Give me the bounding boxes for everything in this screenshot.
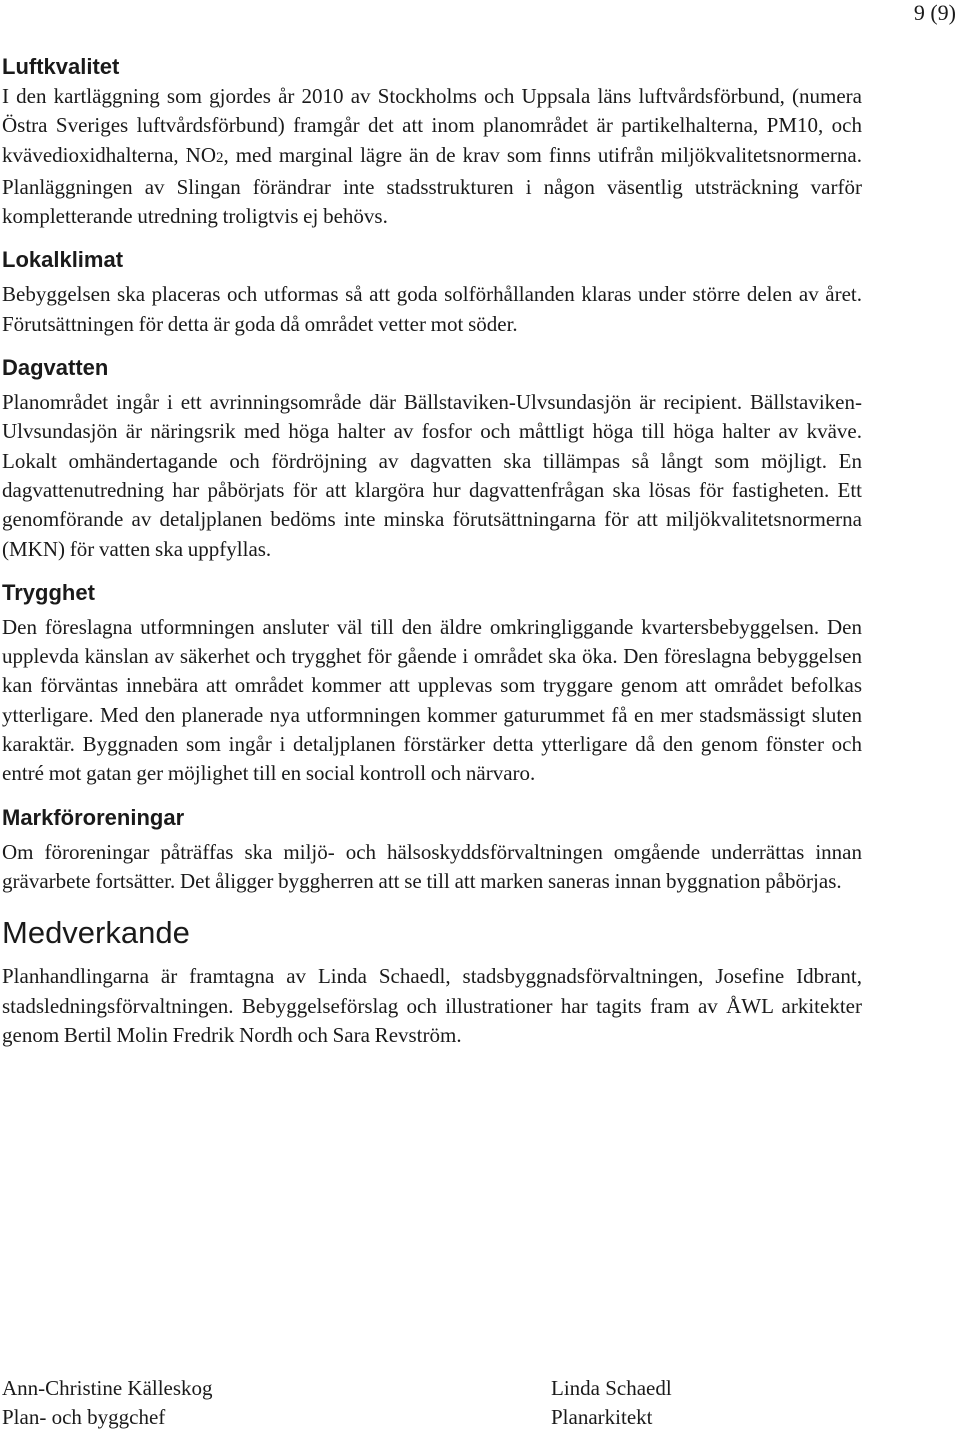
- paragraph-trygghet: Den föreslagna utformningen ansluter väl till den äldre omkringliggande kvartersbebyggelsen. Den upplevda känslan av säkerhet och trygghet för gående i området ska öka. Den föreslagna bebyggelsen kan förväntas innebära att området kommer att upplevas som tryggare genom att området befolkas ytterligare. Med den planerade nya utformningen kommer gaturummet få en mer stadsmässigt sluten karaktär. Byggnaden som ingår i detaljplanen förstärker detta ytterligare då den genom fönster och entré mot gatan ger möjlighet till en social kontroll och närvaro.: [2, 614, 862, 786]
- signature-right-name: Linda Schaedl: [551, 1376, 672, 1400]
- paragraph-luftkvalitet-subscript: 2: [216, 149, 224, 166]
- section-heading-medverkande: Medverkande: [2, 915, 190, 951]
- page-number: 9 (9): [913, 0, 956, 25]
- paragraph-markfororeningar: Om föroreningar påträffas ska miljö- och hälsoskyddsförvaltningen omgående underrättas innan grävarbete fortsätter. Det åligger byggherren att se till att marken saneras innan byggnation påbörjas.: [2, 839, 862, 893]
- signature-left-title: Plan- och byggchef: [2, 1405, 166, 1429]
- section-heading-markfororeningar: Markföroreningar: [2, 804, 185, 830]
- signature-right: [551, 1374, 672, 1432]
- paragraph-dagvatten: Planområdet ingår i ett avrinningsområde där Bällstaviken-Ulvsundasjön är recipient. Bällstaviken-Ulvsundasjön är näringsrik med höga halter av fosfor och måttligt höga till höga halter av kväve. Lokalt omhändertagande och fördröjning av dagvatten ska tillämpas så långt som möjligt. En dagvattenutredning har påbörjats för att klargöra hur dagvattenfrågan ska lösas för fastigheten. Ett genomförande av detaljplanen bedöms inte minska förutsättningarna för att miljökvalitetsnormerna (MKN) för vatten ska uppfyllas.: [2, 390, 862, 561]
- section-heading-trygghet: Trygghet: [2, 579, 95, 605]
- section-heading-lokalklimat: Lokalklimat: [2, 247, 124, 273]
- signature-left-name: Ann-Christine Källeskog: [2, 1376, 213, 1400]
- signature-left: [2, 1374, 213, 1432]
- section-heading-dagvatten: Dagvatten: [2, 355, 109, 381]
- paragraph-medverkande: Planhandlingarna är framtagna av Linda Schaedl, stadsbyggnadsförvaltningen, Josefine Idbrant, stadsledningsförvaltningen. Bebyggelseförslag och illustrationer har tagits fram av ÅWL arkitekter genom Bertil Molin Fredrik Nordh och Sara Revström.: [2, 964, 862, 1047]
- document-body: [2, 52, 862, 1050]
- section-heading-luftkvalitet: Luftkvalitet: [2, 54, 120, 79]
- paragraph-luftkvalitet-part1: I den kartläggning som gjordes år 2010 av Stockholms och Uppsala läns luftvårdsförbund, (numera Östra Sveriges luftvårdsförbund) framgår det att inom planområdet är partikelhalterna, PM10, och kvävedioxidhalterna, NO: [2, 84, 862, 167]
- signature-right-title: Planarkitekt: [551, 1405, 653, 1429]
- paragraph-luftkvalitet: [2, 82, 862, 231]
- paragraph-luftkvalitet-part2: , med marginal lägre än de krav som finns utifrån miljökvalitetsnormerna. Planläggningen av Slingan förändrar inte stadsstrukturen i någon väsentlig utsträckning varför kompletterande utredning troligtvis ej behövs.: [2, 142, 862, 229]
- paragraph-lokalklimat: Bebyggelsen ska placeras och utformas så att goda solförhållanden klaras under större delen av året. Förutsättningen för detta är goda då området vetter mot söder.: [2, 282, 862, 336]
